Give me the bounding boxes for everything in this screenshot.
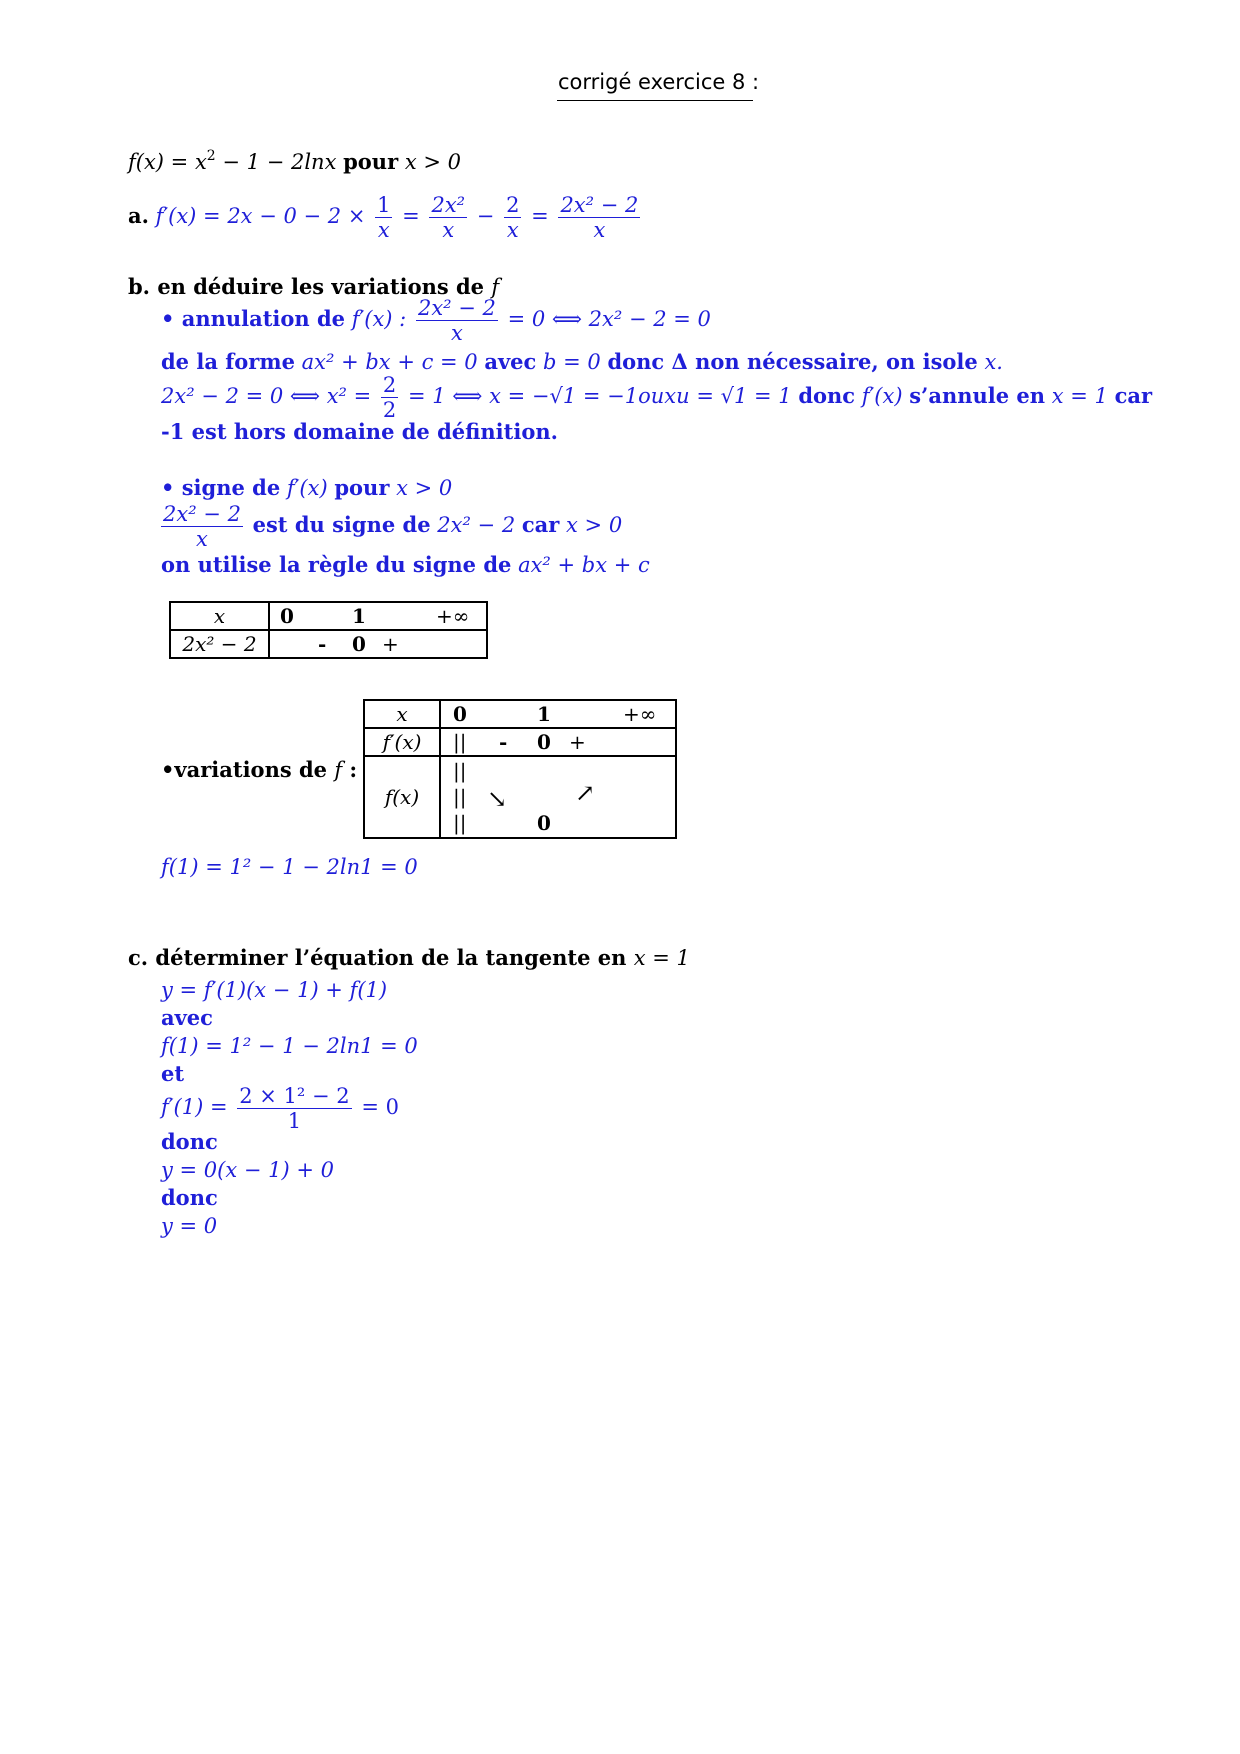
variation-one: 1 (537, 702, 551, 726)
solve-root: x = 1 (1051, 384, 1108, 408)
avec-text: avec (161, 1005, 213, 1030)
regle-line (161, 553, 650, 577)
signe-condition: x > 0 (396, 476, 453, 500)
forbidden-bars: || (453, 811, 467, 835)
domain-condition: x > 0 (404, 150, 461, 174)
hors-domaine-text: -1 est hors domaine de définition. (161, 419, 558, 444)
variation-table-header (364, 700, 676, 728)
minus-sign: − (476, 204, 495, 228)
sign-table-zero: 0 (280, 604, 294, 628)
forme-text-3: donc Δ non nécessaire, on isole (607, 349, 978, 374)
f1-computation: f(1) = 1² − 1 − 2ln1 = 0 (161, 1034, 418, 1058)
fraction-2x2-over-x: $\frac{\text{2x²}}{x}$ (431, 193, 466, 242)
signe-pour: pour (334, 475, 390, 500)
solve-expr-2: = 1 ⟺ x = −√1 = −1ouxu = √1 = 1 (407, 384, 792, 408)
fprime1-lhs: f′(1) = (161, 1095, 228, 1119)
pour-word: pour (343, 149, 399, 174)
solve-sannule: s’annule en (909, 383, 1046, 408)
solve-expr-1: 2x² − 2 = 0 ⟺ x² = (161, 384, 372, 408)
donc-text-1: donc (161, 1129, 218, 1154)
signe-fraction: $\frac{\text{2x² − 2}}{x}$ (163, 502, 241, 551)
fprime-plus: + (569, 730, 586, 754)
sign-zero: 0 (352, 632, 366, 656)
variation-zero: 0 (453, 702, 467, 726)
variations-colon: : (349, 757, 358, 782)
fprime1-fraction: $\frac{\text{2 × 1² − 2}}{1}$ (239, 1084, 350, 1133)
regle-expression: ax² + bx + c (518, 553, 650, 577)
part-c-heading-text: déterminer l’équation de la tangente en (155, 945, 627, 970)
minimum-value: 0 (537, 811, 551, 835)
forme-variable: x. (984, 350, 1003, 374)
variation-f-label: f(x) (384, 785, 420, 809)
donc-text-2: donc (161, 1185, 218, 1210)
arrow-down-icon: ↘ (487, 785, 508, 813)
variation-fprime-label: f′(x) (382, 730, 422, 754)
annulation-fraction: $\frac{\text{2x² − 2}}{x}$ (417, 296, 496, 345)
tangent-result: y = 0 (161, 1214, 218, 1238)
part-c-label: c. (128, 945, 149, 970)
forme-expression: ax² + bx + c = 0 (301, 350, 478, 374)
sign-table-row-label: 2x² − 2 (182, 632, 257, 656)
variation-x-label: x (396, 702, 408, 726)
equals-sign: = (531, 204, 549, 228)
tangent-formula: y = f′(1)(x − 1) + f(1) (161, 978, 388, 1002)
signe-expression: 2x² − 2 (437, 513, 516, 537)
sign-table-x-label: x (213, 604, 226, 628)
solve-car: car (1114, 383, 1153, 408)
sign-table-row (170, 630, 487, 658)
f1-value-line (161, 855, 418, 879)
arrow-up-icon: ↗ (575, 779, 596, 807)
fprime1-computation (161, 1084, 418, 1133)
annulation-fprime: f′(x) : (351, 307, 407, 331)
regle-text: on utilise la règle du signe de (161, 552, 512, 577)
derivative-lhs: f′(x) = 2x − 0 − 2 × (155, 204, 366, 228)
part-c-body (161, 978, 418, 1242)
fprime-minus: - (499, 730, 508, 754)
part-b-heading-text: en déduire les variations de (157, 274, 485, 299)
forme-line (161, 350, 1003, 374)
title-text: corrigé exercice 8 : (558, 70, 760, 94)
part-a (128, 193, 643, 242)
forme-text-2: avec (484, 349, 537, 374)
forbidden-bars: || (453, 759, 467, 783)
part-c-heading (128, 946, 690, 970)
variations-text: •variations de (161, 757, 328, 782)
annulation-label: • annulation de (161, 306, 346, 331)
et-text: et (161, 1061, 185, 1086)
hors-domaine-line (161, 420, 558, 444)
title-underline (557, 100, 753, 101)
est-du-signe-text: est du signe de (252, 512, 431, 537)
function-expr-rest: − 1 − 2lnx (215, 150, 337, 174)
tangent-substituted: y = 0(x − 1) + 0 (161, 1158, 335, 1182)
variations-label (161, 758, 357, 782)
function-expr: f(x) = x (128, 150, 207, 174)
forbidden-bars: || (453, 730, 467, 754)
car-condition: x > 0 (566, 513, 623, 537)
f1-value: f(1) = 1² − 1 − 2ln1 = 0 (161, 855, 418, 879)
sign-table-infinity: +∞ (436, 604, 470, 628)
annulation-line (161, 296, 711, 345)
fprime1-rhs: = 0 (361, 1095, 399, 1119)
solve-fprime: f′(x) (861, 384, 903, 408)
signe-label: • signe de (161, 475, 281, 500)
equals-sign: = (402, 204, 420, 228)
sign-plus: + (382, 632, 399, 656)
fraction-result: $\frac{\text{2x² − 2}}{x}$ (560, 193, 639, 242)
sign-table (169, 601, 488, 659)
tangent-point: x = 1 (633, 946, 690, 970)
fprime-zero: 0 (537, 730, 551, 754)
fraction-2-over-x: $\frac{2}{x}$ (506, 193, 520, 242)
annulation-equation: = 0 ⟺ 2x² − 2 = 0 (507, 307, 711, 331)
forbidden-bars: || (453, 785, 467, 809)
sign-table-header (170, 602, 487, 630)
forme-b-value: b = 0 (543, 350, 601, 374)
sign-table-one: 1 (352, 604, 366, 628)
variation-fprime-row (364, 728, 676, 756)
page-title (558, 70, 759, 94)
signe-detail-line (158, 502, 622, 551)
variation-infinity: +∞ (623, 702, 657, 726)
function-name: f (491, 275, 500, 299)
part-a-label: a. (128, 203, 149, 228)
variation-table (363, 699, 677, 839)
forme-text-1: de la forme (161, 349, 295, 374)
solve-fraction: $\frac{2}{2}$ (382, 373, 397, 422)
part-b-label: b. (128, 274, 150, 299)
solve-donc: donc (798, 383, 856, 408)
signe-fprime: f′(x) (286, 476, 328, 500)
fraction-1-over-x: $\frac{1}{x}$ (377, 193, 391, 242)
variation-f-row (364, 756, 676, 838)
function-definition: $f(x) = x^2 - 1 - 2\ln x$ pour x > 0 (128, 148, 461, 174)
solve-line (161, 373, 1152, 422)
signe-line (161, 476, 452, 500)
car-text: car (521, 512, 560, 537)
variations-function: f (334, 758, 343, 782)
sign-minus: - (318, 632, 327, 656)
